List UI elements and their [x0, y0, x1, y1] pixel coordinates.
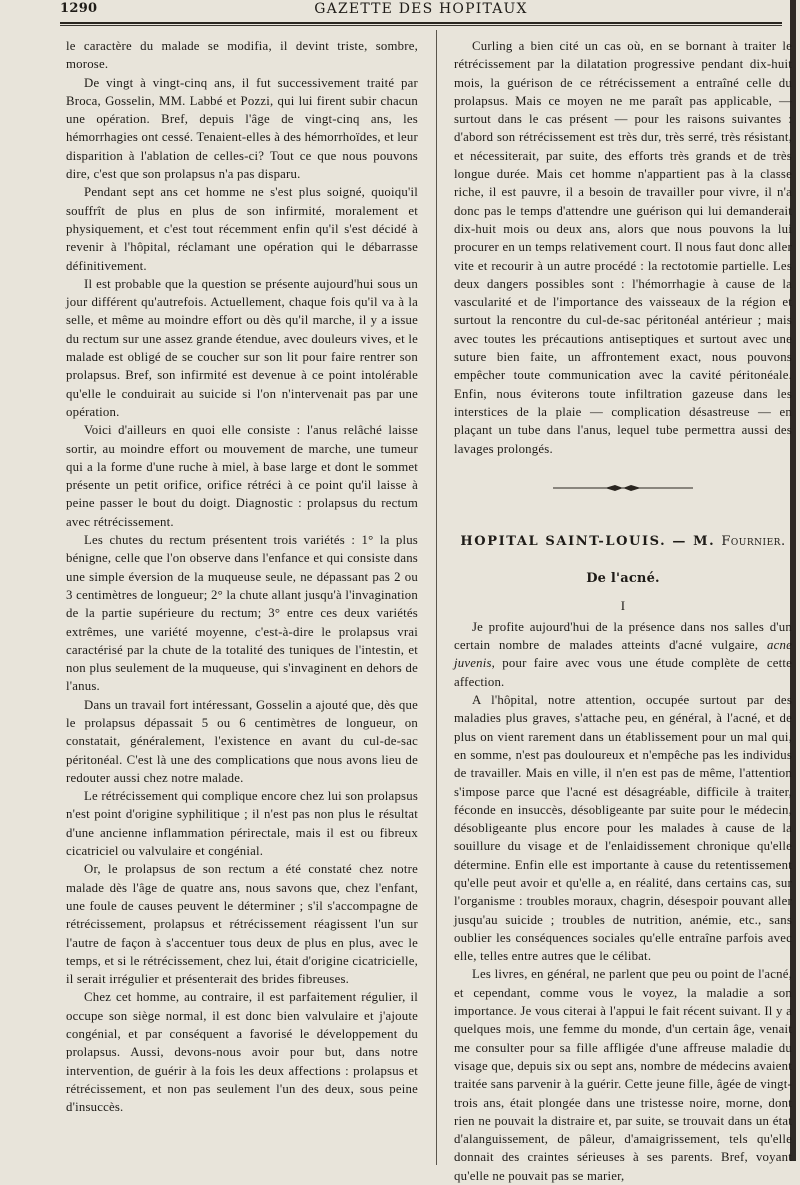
paragraph-text: Je profite aujourd'hui de la présence dans nos salles d'un certain nombre de malades atteints d'acné vulgaire,: [454, 619, 792, 653]
journal-title: GAZETTE DES HOPITAUX: [314, 1, 528, 17]
ornamental-rule: [454, 481, 792, 495]
hospital-name: HOPITAL SAINT-LOUIS. — M.: [460, 533, 716, 549]
column-divider: [436, 30, 437, 1165]
paragraph: A l'hôpital, notre attention, occupée surtout par des maladies plus graves, s'attache peu, en général, à l'acné, et de plus on vient rarement dans un établissement pour un mal qui, en somme, n'est pas douloureux et n'empêche pas les individus de travailler. Mais en ville, il n'en est pas de même, l'attention s'impose parce que l'acné est désagréable, difficile à traiter, féconde en insuccès, désobligeante par suite pour le médecin, désobligeante plus encore pour les malades à cause de la souillure du visage et de l'enlaidissement chronique qu'elle détermine. Enfin elle est importante à cause du retentissement qu'elle peut avoir et qu'elle a, en réalité, dans certains cas, sur l'organisme : troubles moraux, chagrin, désespoir pouvant aller jusqu'au suicide ; troubles de nutrition, anémie, etc., sans oublier les conséquences sociales qu'elle entraîne parfois avec elle, telles entre autres que le célibat.: [454, 693, 792, 964]
paragraph: Les chutes du rectum présentent trois variétés : 1° la plus bénigne, celle que l'on observe dans l'enfance et qui consiste dans une simple éversion de la muqueuse seule, ne dépassant pas 2 ou 3 centimètres de longueur; 2° la chute allant jusqu'à l'invagination de la partie supérieure du rectum; 3° entre ces deux variétés extrêmes, une variété moyenne, c'est-à-dire le prolapsus vrai caractérisé par la chute de la totalité des tuniques de l'intestin, et non plus seulement de la muqueuse, qui s'invaginent en dehors de l'anus.: [66, 533, 418, 694]
paragraph: le caractère du malade se modifia, il devint triste, sombre, morose.: [66, 39, 418, 72]
paragraph: [454, 618, 792, 691]
author-name: Fournier.: [721, 533, 786, 549]
latin-term: acne juvenis,: [454, 638, 792, 671]
paragraph: Or, le prolapsus de son rectum a été constaté chez notre malade dès l'âge de quatre ans, nous savons que, chez l'enfant, une foule de causes peuvent le déterminer ; s'il s'accompagne de rétrécissement, prolapsus et rétrécissement réagissent l'un sur l'autre de façon à s'accentuer tous deux de plus en plus, avec le temps, et si le rétrécissement, chez lui, était d'origine cicatricielle, il serait irrégulier et présenterait des brides fibreuses.: [66, 862, 418, 987]
left-column: [66, 37, 418, 1117]
paragraph: Les livres, en général, ne parlent que peu ou point de l'acné, et cependant, comme vous le voyez, la maladie a son importance. Je vous citerai à l'appui le fait récent suivant. Il y a quelques mois, une femme du monde, d'un certain âge, venait me consulter pour sa fille affligée d'une affreuse maladie du visage que, depuis six ou sept ans, nombre de médecins avaient traitée sans parvenir à la guérir. Cette jeune fille, âgée de vingt-trois ans, était plongée dans une tristesse noire, morne, dont rien ne pouvait la distraire et, par suite, se trouvait dans un état d'alanguissement, de pâleur, d'amaigrissement, tels qu'elle donnait des craintes sérieuses à ses parents. Bref, voyant qu'elle ne pouvait pas se marier,: [454, 967, 793, 1183]
right-column: [454, 37, 792, 1185]
paragraph: Chez cet homme, au contraire, il est parfaitement régulier, il occupe son siège normal, il est donc bien valvulaire et j'ajoute congénial, et par conséquent a favorisé le développement du prolapsus. Aussi, devons-nous avoir pour but, dans notre intervention, de guérir à la fois les deux affections : prolapsus et rétrécissement, et non pas seulement l'un des deux, sous peine d'insuccès.: [66, 990, 418, 1115]
paragraph: Voici d'ailleurs en quoi elle consiste : l'anus relâché laisse sortir, au moindre effort ou mouvement de marche, une tumeur qui a la forme d'une ruche à miel, à base large et dont le sommet présente un petit orifice, orifice rétréci à ce point qu'il laisse à peine passer le bout du doigt. Diagnostic : prolapsus du rectum avec rétrécissement.: [66, 423, 418, 529]
header-rule: [60, 25, 782, 26]
paragraph: Il est probable que la question se présente aujourd'hui sous un jour différent qu'autrefois. Actuellement, chaque fois qu'il va à la selle, et même au moindre effort ou dès qu'il marche, il y a issue du rectum sur une assez grande étendue, avec douleurs vives, et le malade est obligé de se coucher sur son lit pour faire rentrer son prolapsus. Bref, son infirmité est devenue à ce point intolérable qu'elle le conduirait au suicide si l'on n'intervenait pas par une opération.: [66, 276, 418, 419]
section-heading: [454, 534, 792, 549]
page-number: 1290: [60, 1, 98, 16]
ornament-divider-icon: [553, 481, 693, 495]
paragraph: De vingt à vingt-cinq ans, il fut successivement traité par Broca, Gosselin, MM. Labbé et Pozzi, qui lui firent subir chacun une opération. Bref, depuis l'âge de vingt-cinq ans, les hémorrhagies ont cessé. Tenaient-elles à des hémorrhoïdes, et leur disparition à l'ablation de celles-ci? Tout ce que nous pouvons dire, c'est que son prolapsus n'a pas disparu.: [66, 75, 418, 182]
paragraph: Dans un travail fort intéressant, Gosselin a ajouté que, dès que le prolapsus dépassait 5 ou 6 centimètres de longueur, on constatait, généralement, l'existence en avant du cul-de-sac péritonéal. C'est là une des complications que nous avons lieu de redouter aussi chez notre malade.: [66, 697, 418, 785]
lecture-number: I: [620, 597, 626, 613]
paragraph: Curling a bien cité un cas où, en se bornant à traiter le rétrécissement par la dilatation progressive pendant dix-huit mois, la guérison de ce rétrécissement a entraîné celle du prolapsus. Mais ce moyen ne me paraît pas applicable, — surtout dans le cas présent — pour les raisons suivantes : d'abord son rétrécissement est très dur, très serré, très résistant, et nécessiterait, par suite, des efforts très grands et de très longue durée. Mais cet homme n'appartient pas à la classe riche, il est pauvre, il a besoin de travailler pour vivre, il n'a donc pas le temps d'attendre une guérison qui lui demanderait dix-huit mois ou deux ans, alors que nous pouvons la lui procurer en un temps relativement court. Il nous faut donc aller vite et recourir à un autre procédé : la rectotomie partielle. Les deux dangers possibles sont : l'hémorrhagie à cause de la vascularité et de l'importance des vaisseaux de la région et surtout la rencontre du cul-de-sac péritonéal antérieur ; mais avec toutes les précautions antiseptiques et surtout avec une suture bien faite, un affrontement exact, nous pouvons empêcher toute communication avec la cavité péritonéale. Enfin, nous éviterons toute infiltration gazeuse dans les interstices de la plaie — complication désastreuse — en plaçant un tube dans l'anus, lequel tube permettra aussi des lavages prolongés.: [454, 39, 792, 456]
page-header: [60, 0, 782, 24]
paragraph: Le rétrécissement qui complique encore chez lui son prolapsus n'est point d'origine syphilitique ; il n'est pas non plus le résultat d'une ancienne inflammation périrectale, mais il est ou fibreux cicatriciel ou valvulaire et congénial.: [66, 789, 418, 859]
paragraph: Pendant sept ans cet homme ne s'est plus soigné, quoiqu'il souffrît de plus en plus de son infirmité, moralement et physiquement, et c'est tout récemment enfin qu'il s'est décidé à revenir à l'hôpital, réclamant une opération qui le débarrasse définitivement.: [66, 185, 418, 273]
paragraph-text: pour faire avec vous une étude complète de cette affection.: [454, 656, 792, 689]
lecture-title: De l'acné.: [586, 570, 660, 586]
